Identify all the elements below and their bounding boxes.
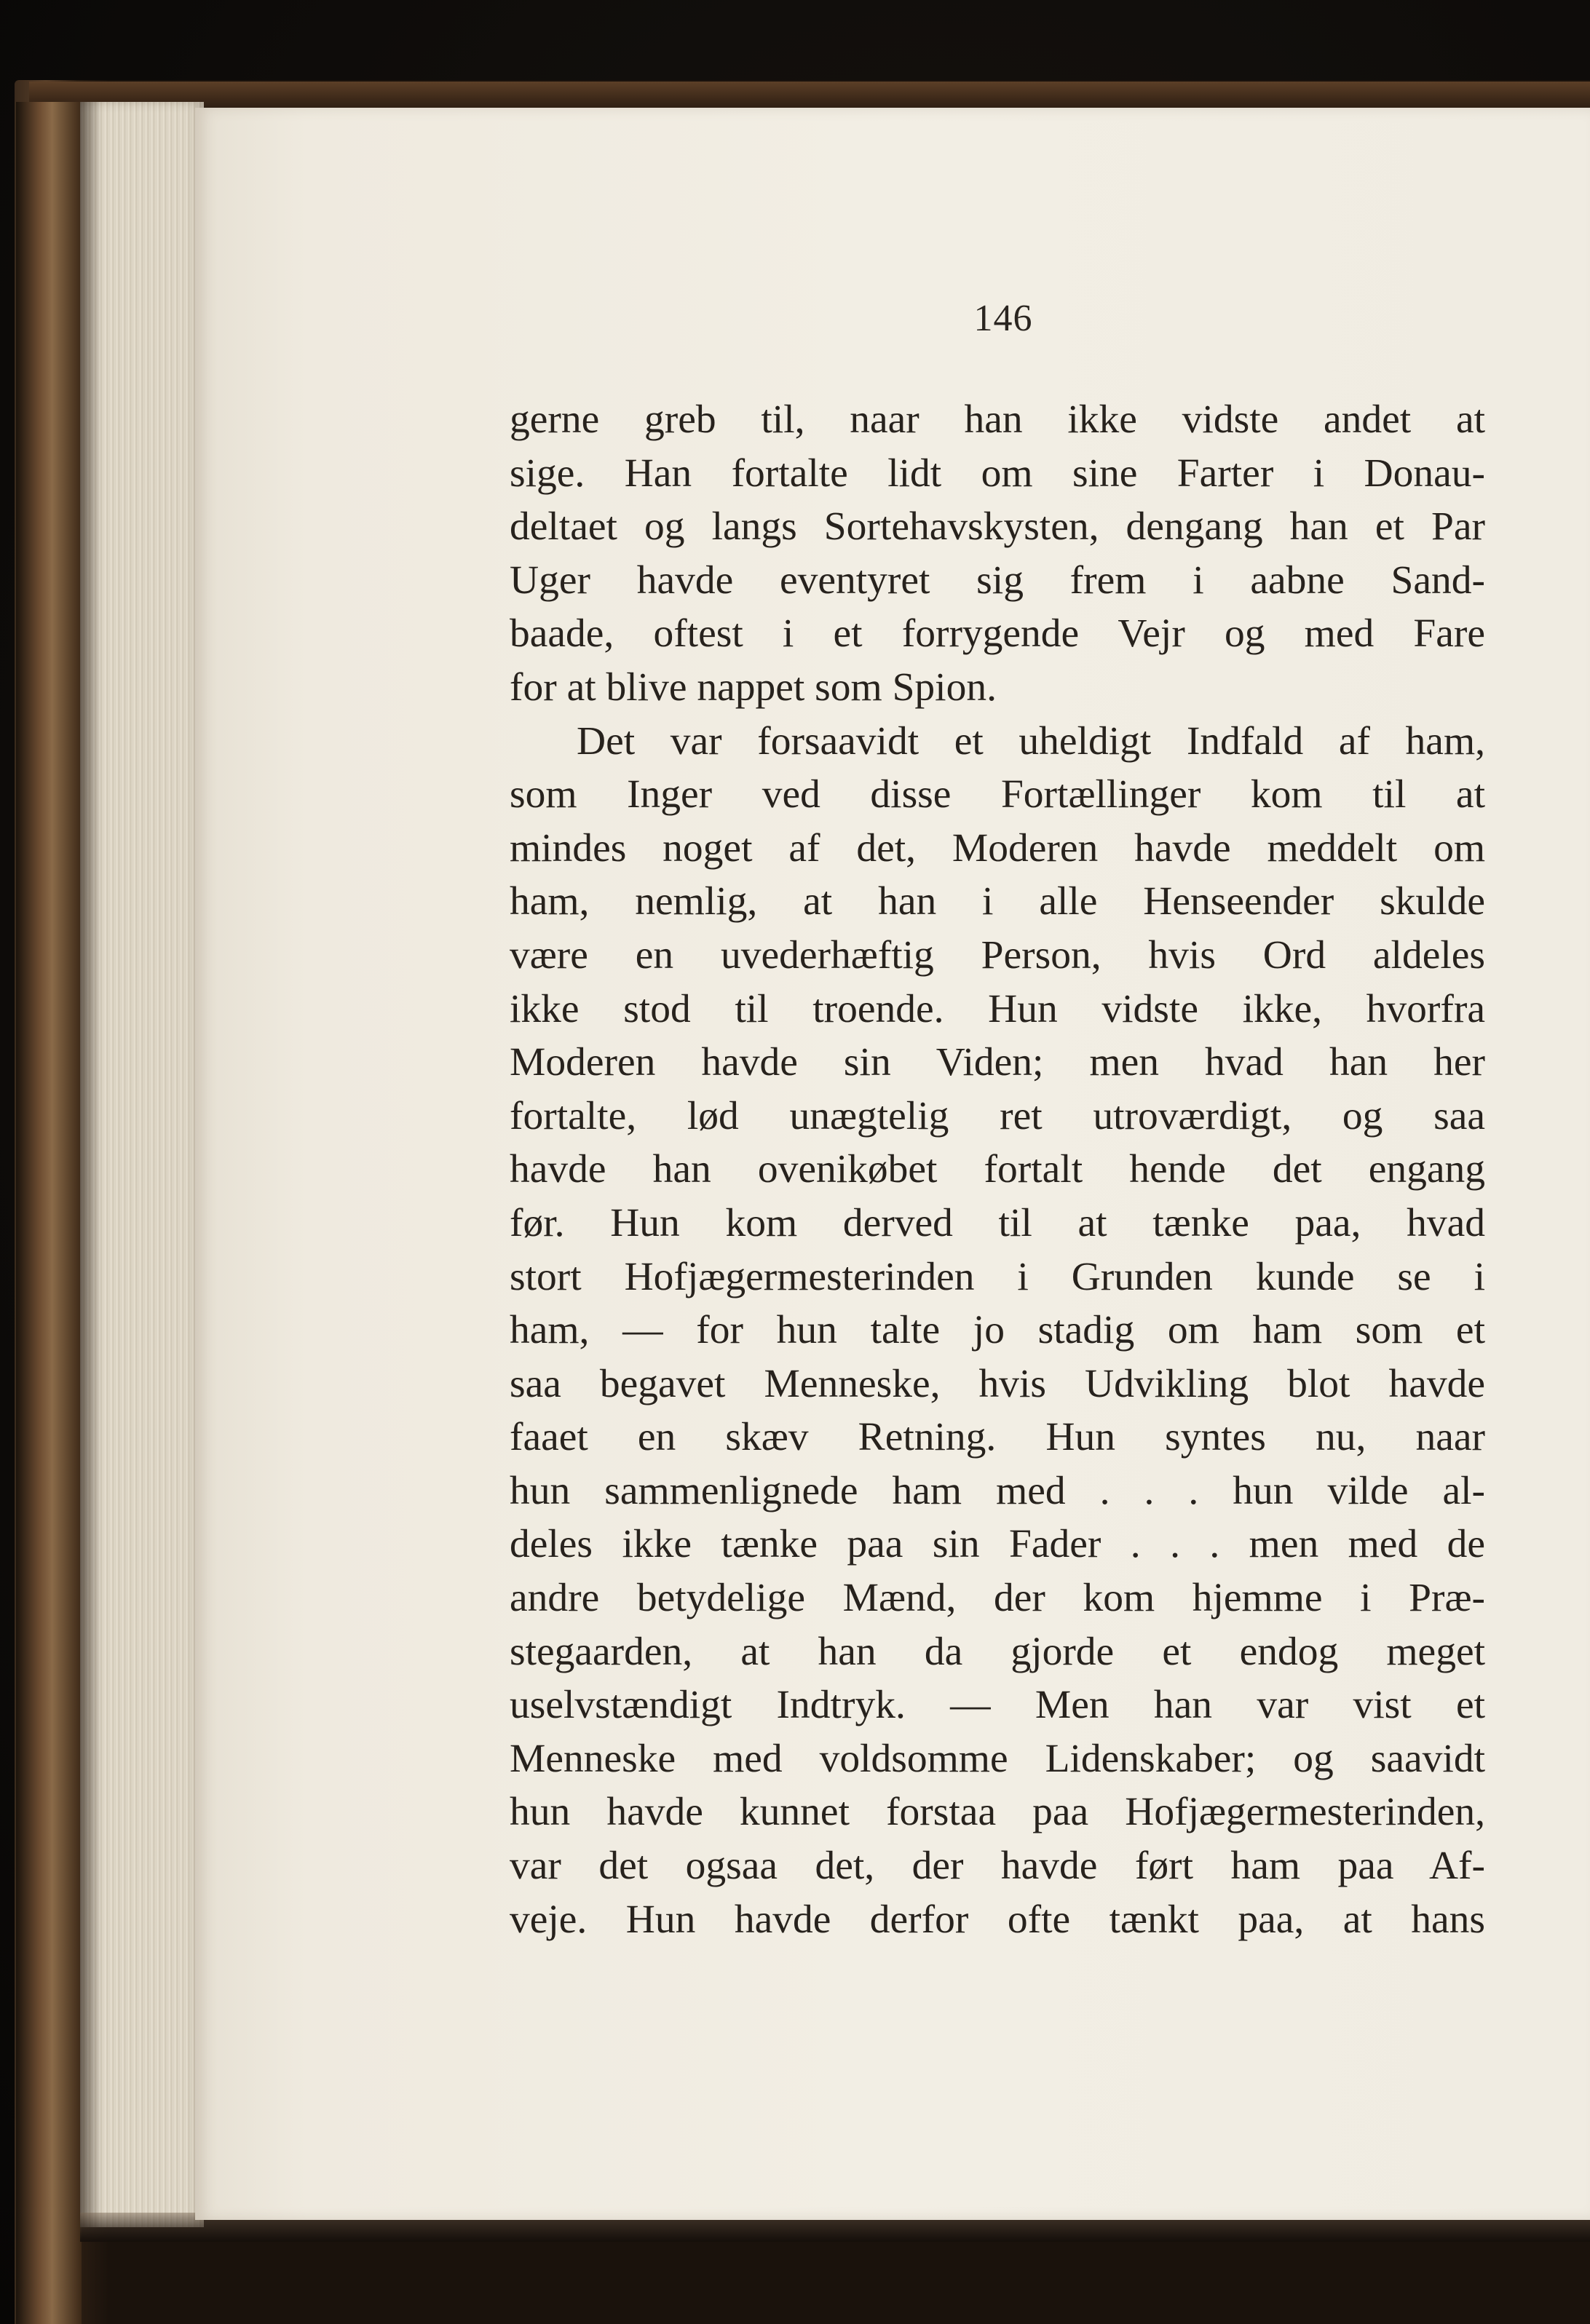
page-number: 146 [973,298,1033,339]
text-line: Moderen havde sin Viden; men hvad han her [510,1040,1485,1085]
text-line: hun sammenlignede ham med . . . hun vilde al- [510,1468,1485,1513]
text-line: være en uvederhæftig Person, hvis Ord aldeles [510,932,1485,977]
book-spine [16,102,82,2324]
text-line: ham, — for hun talte jo stadig om ham som et [510,1308,1485,1353]
text-line: deles ikke tænke paa sin Fader . . . men med de [510,1522,1485,1567]
text-line: som Inger ved disse Fortællinger kom til at [510,772,1485,817]
text-line: for at blive nappet som Spion. [510,665,997,710]
page-edge-shadow [80,102,102,2227]
text-line: uselvstændigt Indtryk. — Men han var vist et [510,1683,1485,1728]
text-line: før. Hun kom derved til at tænke paa, hvad [510,1200,1485,1245]
text-line: gerne greb til, naar han ikke vidste andet at [510,397,1485,442]
text-line: Det var forsaavidt et uheldigt Indfald af ham, [577,718,1485,764]
text-line: havde han ovenikøbet fortalt hende det engang [510,1147,1485,1192]
text-line: baade, oftest i et forrygende Vejr og med Fare [510,611,1485,657]
text-line: saa begavet Menneske, hvis Udvikling blot havde [510,1361,1485,1406]
text-line: mindes noget af det, Moderen havde meddelt om [510,825,1485,870]
text-line: ikke stod til troende. Hun vidste ikke, hvorfra [510,986,1485,1031]
text-line: deltaet og langs Sortehavskysten, dengang han et Par [510,504,1485,550]
text-line: stort Hofjægermesterinden i Grunden kunde se i [510,1254,1485,1299]
text-line: andre betydelige Mænd, der kom hjemme i Præ- [510,1576,1485,1621]
text-line: var det ogsaa det, der havde ført ham paa Af- [510,1844,1485,1889]
text-line: faaet en skæv Retning. Hun syntes nu, naar [510,1415,1485,1460]
book-cover-top-edge [29,82,1590,111]
text-line: Menneske med voldsomme Lidenskaber; og saavidt [510,1736,1485,1781]
text-line: ham, nemlig, at han i alle Henseender skulde [510,879,1485,924]
body-text [510,393,1485,1946]
text-line: hun havde kunnet forstaa paa Hofjægermesterinden, [510,1790,1485,1835]
text-line: veje. Hun havde derfor ofte tænkt paa, at hans [510,1897,1485,1942]
text-line: sige. Han fortalte lidt om sine Farter i Donau- [510,451,1485,496]
text-line: fortalte, lød unægtelig ret utroværdigt, og saa [510,1093,1485,1138]
text-line: Uger havde eventyret sig frem i aabne Sand- [510,558,1485,603]
text-line: stegaarden, at han da gjorde et endog meget [510,1629,1485,1674]
